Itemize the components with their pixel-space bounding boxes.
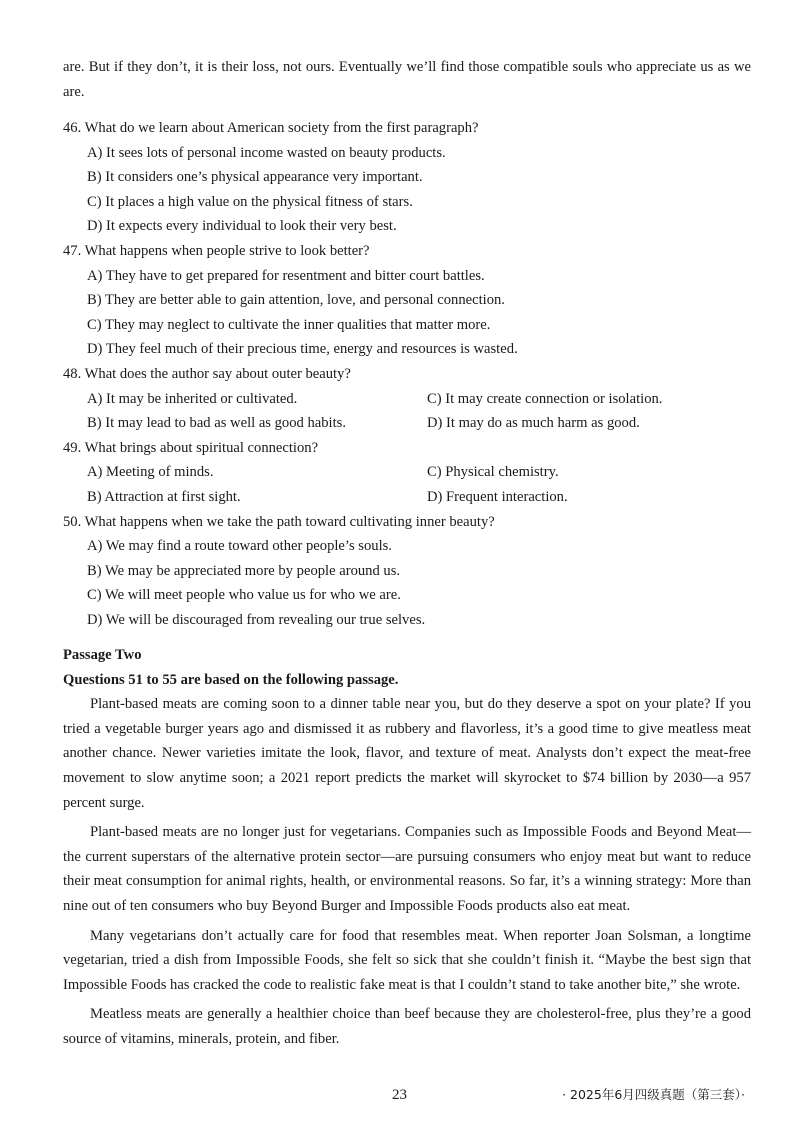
- option-d: D) It expects every individual to look their very best.: [87, 218, 397, 235]
- passage-paragraph: Meatless meats are generally a healthier choice than beef because they are cholesterol-free, plus they’re a good source of vitamins, minerals, protein, and fiber.: [63, 1006, 751, 1047]
- question-47: [63, 239, 751, 362]
- option-c: C) We will meet people who value us for who we are.: [87, 587, 401, 604]
- question-list: [63, 116, 751, 632]
- option-b: B) Attraction at first sight.: [87, 488, 241, 505]
- option-d: D) It may do as much harm as good.: [427, 415, 640, 432]
- exam-tag: · 2025年6月四级真题（第三套）·: [562, 1087, 745, 1102]
- option-a: A) It may be inherited or cultivated.: [87, 390, 298, 407]
- option-a: A) Meeting of minds.: [87, 464, 214, 481]
- option-b: B) They are better able to gain attention, love, and personal connection.: [87, 292, 505, 309]
- passage-two: [63, 643, 751, 1057]
- intro-text: are. But if they don’t, it is their loss, not ours. Eventually we’ll find those compatible souls who appreciate us as we are.: [63, 59, 751, 100]
- question-46: [63, 116, 751, 239]
- option-d: D) We will be discouraged from revealing our true selves.: [87, 611, 426, 628]
- option-d: D) They feel much of their precious time, energy and resources is wasted.: [87, 341, 518, 358]
- option-grid: [63, 387, 751, 436]
- question-stem: 50. What happens when we take the path toward cultivating inner beauty?: [63, 513, 495, 530]
- question-48: [63, 362, 751, 436]
- question-stem: 46. What do we learn about American society from the first paragraph?: [63, 120, 479, 136]
- option-a: A) It sees lots of personal income wasted on beauty products.: [87, 144, 446, 161]
- passage-paragraph: Plant-based meats are coming soon to a dinner table near you, but do they deserve a spot on your plate? If you tried a vegetable burger years ago and dismissed it as rubbery and flavorless, it’s a good time to give meatless meat another chance. Newer varieties imitate the look, flavor, and texture of meat. Analysts don’t expect the meat-free movement to slow anytime soon; a 2021 report predicts the market will skyrocket to $74 billion by 2030—a 957 percent surge.: [63, 696, 751, 811]
- option-d: D) Frequent interaction.: [427, 488, 568, 505]
- question-49: [63, 436, 751, 510]
- option-a: A) They have to get prepared for resentment and bitter court battles.: [87, 267, 485, 284]
- passage-paragraph: Plant-based meats are no longer just for vegetarians. Companies such as Impossible Foods and Beyond Meat—the current superstars of the alternative protein sector—are pursuing consumers who enjoy meat but want to reduce their meat consumption for animal rights, health, or environmental reasons. So far, it’s a winning strategy: More than nine out of ten consumers who buy Beyond Burger and Impossible Foods products also eat meat.: [63, 824, 751, 914]
- passage-title: Passage Two: [63, 647, 142, 663]
- question-stem: 47. What happens when people strive to look better?: [63, 242, 370, 259]
- option-b: B) It considers one’s physical appearance very important.: [87, 169, 423, 186]
- option-c: C) Physical chemistry.: [427, 464, 559, 481]
- option-b: B) We may be appreciated more by people around us.: [87, 562, 401, 579]
- option-c: C) They may neglect to cultivate the inner qualities that matter more.: [87, 316, 491, 333]
- option-b: B) It may lead to bad as well as good habits.: [87, 415, 346, 432]
- question-stem: 48. What does the author say about outer beauty?: [63, 365, 351, 382]
- passage-subtitle: Questions 51 to 55 are based on the following passage.: [63, 671, 399, 688]
- option-c: C) It places a high value on the physical fitness of stars.: [87, 193, 413, 210]
- passage-paragraph: Many vegetarians don’t actually care for food that resembles meat. When reporter Joan Solsman, a longtime vegetarian, tried a dish from Impossible Foods, she felt so sick that she couldn’t finish it. “Maybe the best sign that Impossible Foods has cracked the code to realistic fake meat is that I couldn’t stand to take another bite,” she wrote.: [63, 927, 751, 993]
- question-stem: 49. What brings about spiritual connection?: [63, 439, 319, 456]
- option-c: C) It may create connection or isolation.: [427, 390, 663, 407]
- page-number: 23: [392, 1087, 407, 1103]
- option-grid: [63, 460, 751, 509]
- option-a: A) We may find a route toward other people’s souls.: [87, 538, 392, 555]
- question-50: [63, 510, 751, 633]
